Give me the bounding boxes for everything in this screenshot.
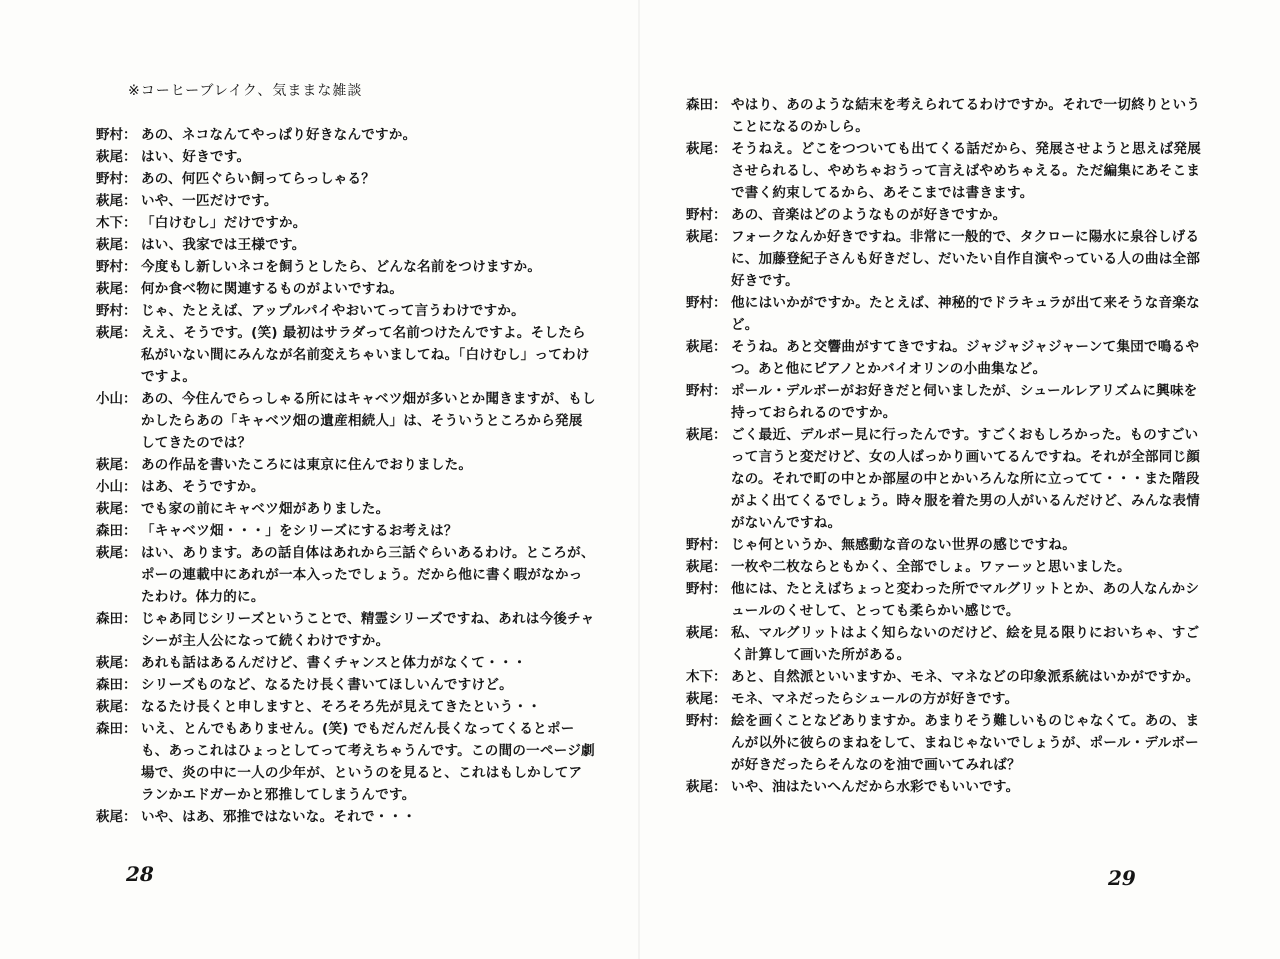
dialogue-line: [96, 498, 596, 520]
speaker-name: 萩尾：: [96, 325, 137, 341]
dialogue-line: [686, 380, 1206, 424]
dialogue-line: [96, 696, 596, 718]
dialogue-line: [686, 710, 1206, 776]
dialogue-text: そうね。あと交響曲がすてきですね。ジャジャジャジャーンて集団で鳴るやつ。あと他にピアノとかバイオリンの小曲集など。: [731, 339, 1200, 377]
speaker-name: 森田：: [96, 677, 137, 693]
dialogue-text: あの、音楽はどのようなものが好きですか。: [731, 207, 1007, 223]
dialogue-text: いや、一匹だけです。: [141, 193, 278, 209]
dialogue-line: [96, 322, 596, 388]
dialogue-text: はい、あります。あの話自体はあれから三話ぐらいあるわけ。ところが、ポーの連載中にあれが一本入ったでしょう。だから他に書く暇がなかったわけ。体力的に。: [141, 545, 595, 605]
section-heading: ※コーヒーブレイク、気ままな雑談: [128, 83, 363, 99]
dialogue-text: あと、自然派といいますか、モネ、マネなどの印象派系統はいかがですか。: [731, 669, 1200, 685]
dialogue-text: そうねえ。どこをつついても出てくる話だから、発展させようと思えば発展させられるし、やめちゃおうって言えばやめちゃえる。ただ編集にあそこまで書く約束してるから、あそこまでは書きます。: [731, 141, 1202, 201]
speaker-name: 野村：: [686, 207, 727, 223]
dialogue-line: [686, 534, 1206, 556]
speaker-name: 萩尾：: [96, 281, 137, 297]
speaker-name: 萩尾：: [96, 501, 137, 517]
dialogue-text: じゃ何というか、無感動な音のない世界の感じですね。: [731, 537, 1076, 553]
speaker-name: 萩尾：: [96, 237, 137, 253]
speaker-name: 野村：: [96, 127, 137, 143]
dialogue-line: [96, 520, 596, 542]
dialogue-text: やはり、あのような結末を考えられてるわけですか。それで一切終りということになるのかしら。: [731, 97, 1201, 135]
dialogue-text: いや、はあ、邪推ではないな。それで・・・: [141, 809, 417, 825]
speaker-name: 萩尾：: [96, 193, 137, 209]
dialogue-line: [96, 190, 596, 212]
dialogue-text: ごく最近、デルボー見に行ったんです。すごくおもしろかった。ものすごいって言うと変だけど、女の人ばっかり画いてるんですね。それが全部同じ顔なの。それで町の中とか部屋の中とかいろんな所に立ってて・・・また階段がよく出てくるでしょう。時々服を着た男の人がいるんだけど、みんな表情がないんですね。: [731, 427, 1201, 531]
dialogue-line: [96, 124, 596, 146]
dialogue-line: [96, 278, 596, 300]
speaker-name: 萩尾：: [96, 457, 137, 473]
speaker-name: 野村：: [686, 537, 727, 553]
speaker-name: 小山：: [96, 479, 137, 495]
dialogue-line: [96, 718, 596, 806]
dialogue-line: [96, 146, 596, 168]
dialogue-line: [96, 674, 596, 696]
dialogue-line: [96, 256, 596, 278]
dialogue-text: フォークなんか好きですね。非常に一般的で、タクローに陽水に泉谷しげるに、加藤登紀子さんも好きだし、だいたい自作自演やっている人の曲は全部好きです。: [731, 229, 1201, 289]
dialogue-text: じゃ、たとえば、アップルパイやおいてって言うわけですか。: [141, 303, 525, 319]
dialogue-line: [96, 806, 596, 828]
dialogue-text: 絵を画くことなどありますか。あまりそう難しいものじゃなくて。あの、まんが以外に彼らのまねをして、まねじゃないでしょうが、ポール・デルボーが好きだったらそんなのを油で画いてみれば？: [731, 713, 1200, 773]
dialogue-line: [96, 476, 596, 498]
speaker-name: 萩尾：: [686, 779, 727, 795]
speaker-name: 木下：: [96, 215, 137, 231]
dialogue-text: はあ、そうですか。: [141, 479, 265, 495]
speaker-name: 野村：: [96, 171, 137, 187]
right-page: [640, 0, 1280, 959]
dialogue-line: [96, 168, 596, 190]
dialogue-text: いえ、とんでもありません。(笑) でもだんだん長くなってくるとポーも、あっこれはひょっとしてって考えちゃうんです。この間の一ページ劇場で、炎の中に一人の少年が、というのを見ると、これはもしかしてアランかエドガーかと邪推してしまうんです。: [141, 721, 595, 803]
dialogue-line: [96, 234, 596, 256]
speaker-name: 萩尾：: [686, 229, 727, 245]
speaker-name: 萩尾：: [686, 339, 727, 355]
speaker-name: 萩尾：: [686, 691, 727, 707]
speaker-name: 萩尾：: [686, 625, 727, 641]
speaker-name: 萩尾：: [686, 141, 727, 157]
dialogue-text: いや、油はたいへんだから水彩でもいいです。: [731, 779, 1020, 795]
speaker-name: 小山：: [96, 391, 137, 407]
dialogue-line: [96, 608, 596, 652]
dialogue-text: なるたけ長くと申しますと、そろそろ先が見えてきたという・・: [141, 699, 542, 715]
dialogue-text: あの、ネコなんてやっぱり好きなんですか。: [141, 127, 417, 143]
speaker-name: 野村：: [96, 259, 137, 275]
dialogue-text: はい、我家では王様です。: [141, 237, 306, 253]
dialogue-line: [686, 204, 1206, 226]
speaker-name: 森田：: [96, 523, 137, 539]
dialogue-text: 「白けむし」だけですか。: [141, 215, 307, 231]
dialogue-line: [686, 226, 1206, 292]
dialogue-line: [96, 300, 596, 322]
dialogue-text: 「キャベツ畑・・・」をシリーズにするお考えは？: [141, 523, 458, 539]
dialogue-text: あの作品を書いたころには東京に住んでおりました。: [141, 457, 473, 473]
speaker-name: 萩尾：: [96, 699, 137, 715]
dialogue-line: [686, 688, 1206, 710]
speaker-name: 萩尾：: [686, 559, 727, 575]
dialogue-text: あれも話はあるんだけど、書くチャンスと体力がなくて・・・: [141, 655, 527, 671]
dialogue-text: 他には、たとえばちょっと変わった所でマルグリットとか、あの人なんかシュールのくせして、とっても柔らかい感じで。: [731, 581, 1200, 619]
dialogue-list-right: [686, 94, 1206, 798]
dialogue-line: [96, 652, 596, 674]
speaker-name: 野村：: [96, 303, 137, 319]
dialogue-line: [96, 388, 596, 454]
speaker-name: 森田：: [96, 611, 137, 627]
speaker-name: 野村：: [686, 581, 727, 597]
dialogue-text: はい、好きです。: [141, 149, 251, 165]
speaker-name: 木下：: [686, 669, 727, 685]
dialogue-line: [686, 424, 1206, 534]
dialogue-text: モネ、マネだったらシュールの方が好きです。: [731, 691, 1019, 707]
dialogue-text: じゃあ同じシリーズということで、精霊シリーズですね、あれは今後チャシーが主人公になって続くわけですか。: [141, 611, 595, 649]
dialogue-text: 何か食べ物に関連するものがよいですね。: [141, 281, 404, 297]
dialogue-text: ええ、そうです。(笑) 最初はサラダって名前つけたんですよ。そしたら私がいない間にみんなが名前変えちゃいましてね。「白けむし」ってわけですよ。: [141, 325, 590, 385]
dialogue-line: [686, 776, 1206, 798]
dialogue-text: あの、今住んでらっしゃる所にはキャベツ畑が多いとか聞きますが、もしかしたらあの「キャベツ畑の遺産相続人」は、そういうところから発展してきたのでは？: [141, 391, 596, 451]
dialogue-text: 他にはいかがですか。たとえば、神秘的でドラキュラが出て来そうな音楽など。: [731, 295, 1200, 333]
dialogue-line: [686, 292, 1206, 336]
speaker-name: 萩尾：: [96, 809, 137, 825]
dialogue-text: あの、何匹ぐらい飼ってらっしゃる？: [141, 171, 376, 187]
speaker-name: 萩尾：: [96, 545, 137, 561]
speaker-name: 萩尾：: [96, 655, 137, 671]
dialogue-text: 今度もし新しいネコを飼うとしたら、どんな名前をつけますか。: [141, 259, 542, 275]
dialogue-line: [686, 138, 1206, 204]
dialogue-line: [96, 454, 596, 476]
dialogue-line: [686, 94, 1206, 138]
speaker-name: 野村：: [686, 295, 727, 311]
dialogue-text: 私、マルグリットはよく知らないのだけど、絵を見る限りにおいちゃ、すごく計算して画いた所がある。: [731, 625, 1200, 663]
speaker-name: 森田：: [686, 97, 727, 113]
speaker-name: 萩尾：: [96, 149, 137, 165]
speaker-name: 森田：: [96, 721, 137, 737]
speaker-name: 萩尾：: [686, 427, 727, 443]
dialogue-text: でも家の前にキャベツ畑がありました。: [141, 501, 390, 517]
dialogue-list-left: [96, 124, 596, 828]
page-number-right: 29: [1108, 866, 1136, 890]
page-number-left: 28: [126, 862, 154, 886]
dialogue-line: [96, 542, 596, 608]
dialogue-line: [686, 578, 1206, 622]
dialogue-text: 一枚や二枚ならともかく、全部でしょ。ワァーッと思いました。: [731, 559, 1131, 575]
speaker-name: 野村：: [686, 713, 727, 729]
dialogue-text: ポール・デルボーがお好きだと伺いましたが、シュールレアリズムに興味を持っておられるのですか。: [731, 383, 1198, 421]
dialogue-line: [686, 336, 1206, 380]
dialogue-line: [686, 556, 1206, 578]
dialogue-line: [686, 666, 1206, 688]
dialogue-line: [96, 212, 596, 234]
speaker-name: 野村：: [686, 383, 727, 399]
dialogue-text: シリーズものなど、なるたけ長く書いてほしいんですけど。: [141, 677, 513, 693]
dialogue-line: [686, 622, 1206, 666]
